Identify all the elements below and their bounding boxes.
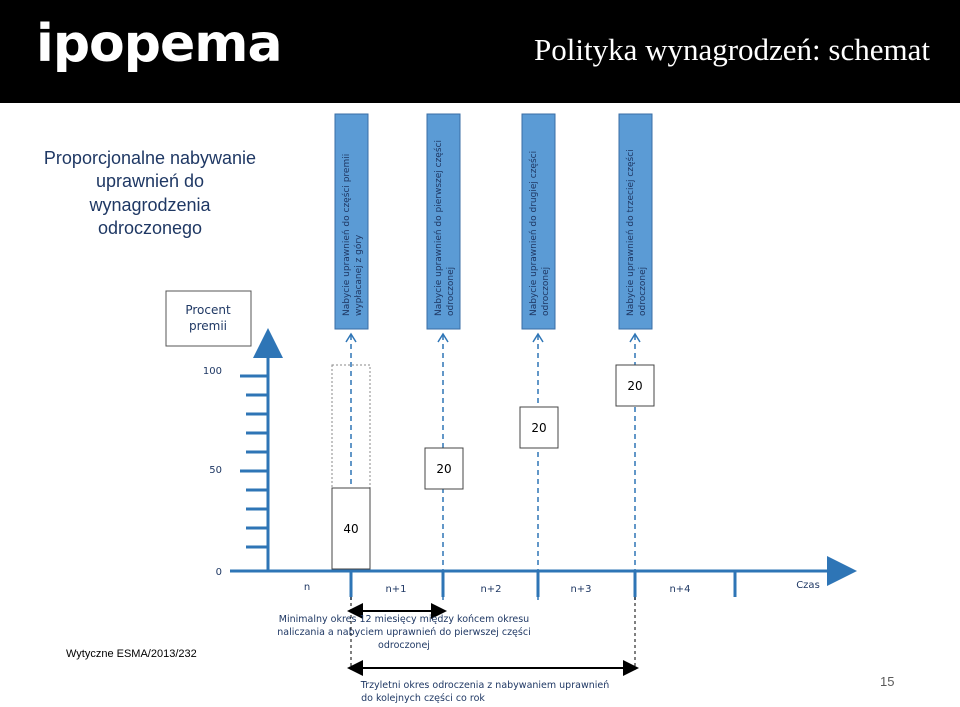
x-label-n2: n+2: [480, 584, 502, 595]
banner-4-line1: Nabycie uprawnień do trzeciej części: [626, 149, 636, 316]
percent-label-line1: Procent: [185, 303, 231, 317]
vesting-banner-4: [619, 114, 652, 329]
vesting-banner-1: [335, 114, 368, 329]
banner-2-line2: odroczonej: [446, 266, 456, 316]
value-20-first: 20: [436, 462, 452, 476]
deferral-line1: Trzyletni okres odroczenia z nabywaniem uprawnień: [360, 680, 610, 691]
value-40: 40: [343, 522, 359, 536]
x-axis-title: Czas: [796, 580, 820, 591]
vesting-banner-3: [522, 114, 555, 329]
min-period-line2: naliczania a nabyciem uprawnień do pierwszej części: [277, 627, 531, 638]
ipopema-logo: ipopema: [36, 14, 282, 74]
x-label-n1: n+1: [385, 584, 407, 595]
banner-3-line2: odroczonej: [541, 266, 551, 316]
deferral-line2: do kolejnych części co rok: [361, 693, 485, 704]
y-tick-100: 100: [202, 366, 222, 377]
x-label-n4: n+4: [669, 584, 691, 595]
source-note: Wytyczne ESMA/2013/232: [66, 648, 197, 660]
banner-4-line2: odroczonej: [638, 266, 648, 316]
banner-1-line2: wypłacanej z góry: [354, 234, 364, 316]
value-20-second: 20: [531, 421, 547, 435]
y-axis-ticks: [240, 376, 268, 547]
percent-label-line2: premii: [188, 319, 228, 333]
intro-text: Proporcjonalne nabywanie uprawnień do wynagrodzenia odroczonego: [43, 148, 257, 239]
min-period-line1: Minimalny okres 12 miesięcy między końcem okresu: [278, 614, 530, 625]
min-period-line3: odroczonej: [378, 640, 430, 651]
banner-3-line1: Nabycie uprawnień do drugiej części: [529, 150, 539, 316]
value-20-third: 20: [627, 379, 643, 393]
y-tick-0: 0: [215, 567, 222, 578]
y-tick-50: 50: [209, 465, 222, 476]
x-label-n3: n+3: [570, 584, 592, 595]
x-label-n: n: [303, 582, 311, 593]
banner-2-line1: Nabycie uprawnień do pierwszej części: [434, 140, 444, 316]
vesting-banner-2: [427, 114, 460, 329]
page-number: 15: [880, 674, 895, 689]
banner-1-line1: Nabycie uprawnień do części premii: [342, 153, 352, 316]
slide-title: Polityka wynagrodzeń: schemat: [533, 32, 930, 67]
